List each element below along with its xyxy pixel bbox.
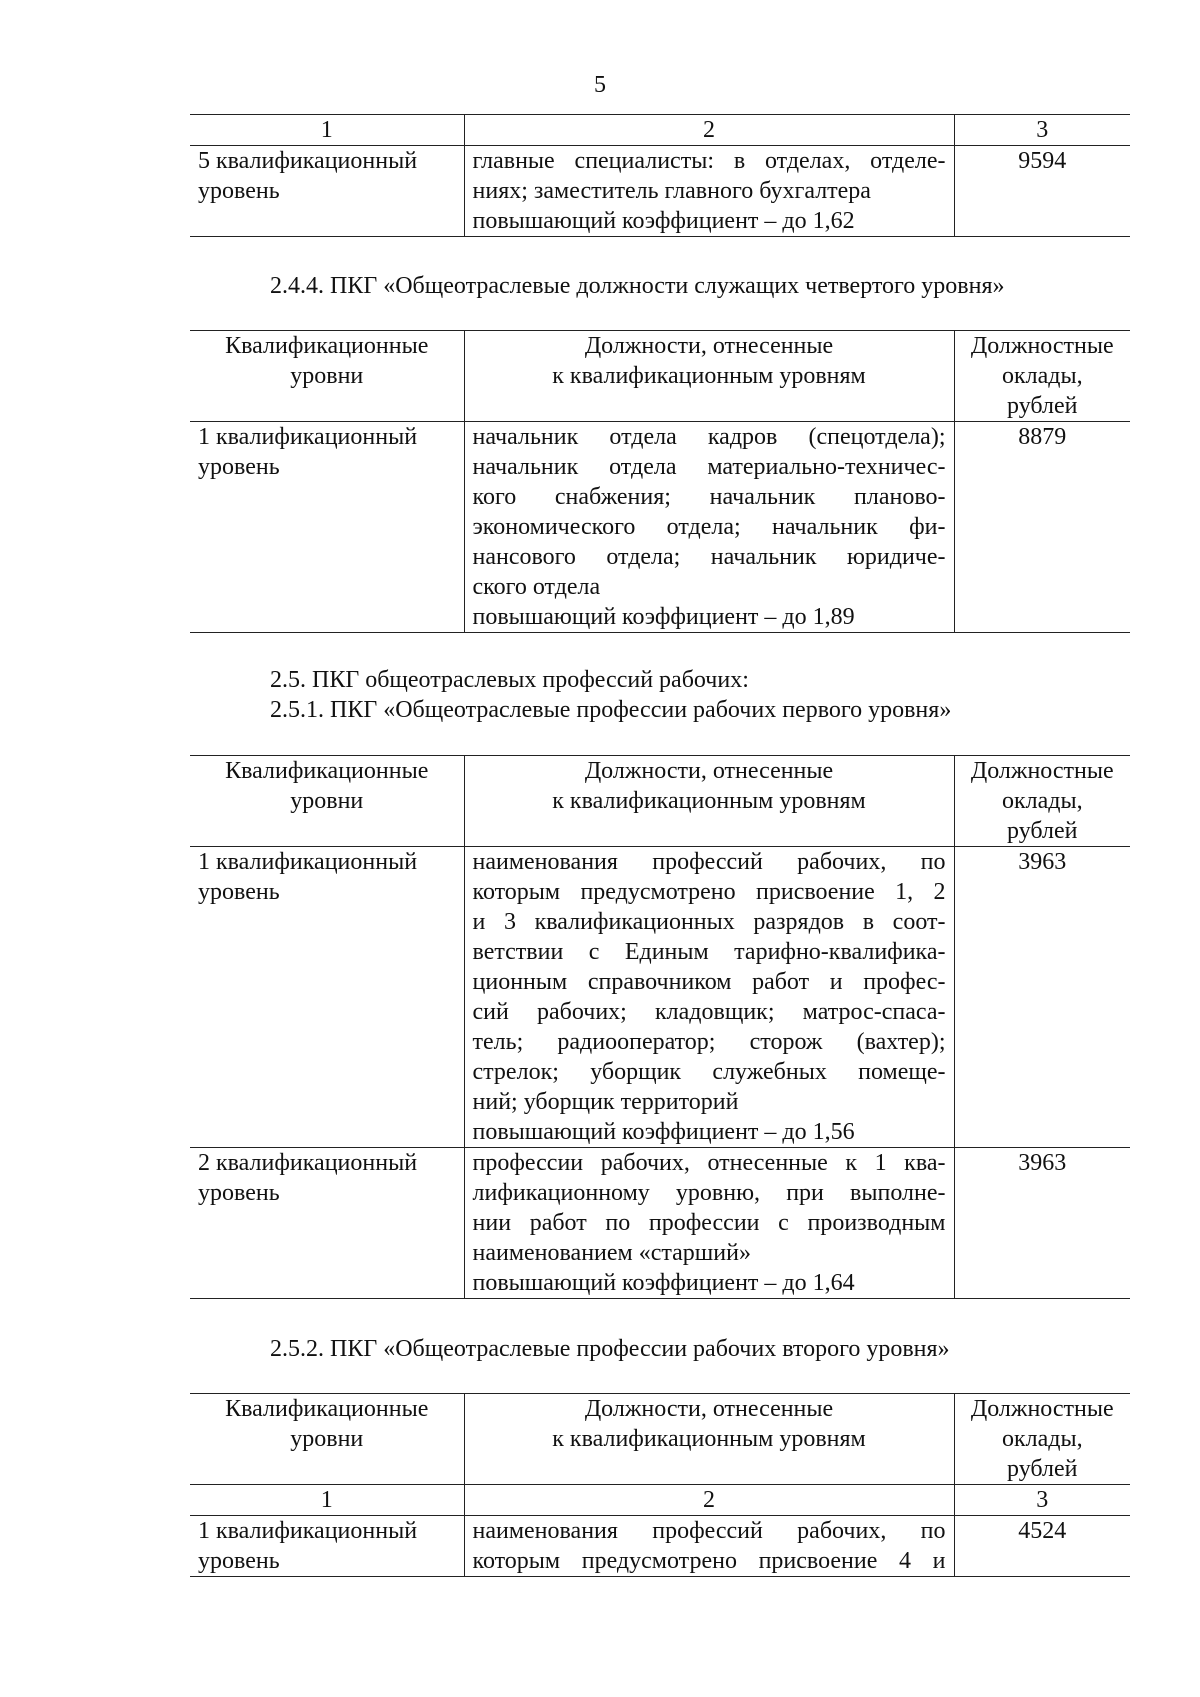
level-line: уровень xyxy=(198,879,280,905)
header-positions xyxy=(464,331,954,422)
header-positions xyxy=(464,756,954,847)
header-text: Должности, отнесенные xyxy=(584,333,834,359)
positions-line: главные специалисты: в отделах, отделе- xyxy=(472,148,946,174)
salary-cell: 9594 xyxy=(954,146,1130,237)
table-2-5-2 xyxy=(190,1393,1130,1577)
header-text: уровни xyxy=(290,788,364,814)
positions-line: повышающий коэффициент – до 1,64 xyxy=(472,1270,855,1296)
column-number-1: 1 xyxy=(190,115,464,146)
table-header-row xyxy=(190,331,1130,422)
header-salary xyxy=(954,756,1130,847)
level-cell xyxy=(190,422,464,633)
positions-line: повышающий коэффициент – до 1,89 xyxy=(472,604,855,630)
positions-line: повышающий коэффициент – до 1,56 xyxy=(472,1119,855,1145)
positions-line: нансового отдела; начальник юридиче- xyxy=(472,544,946,570)
positions-line: наименования профессий рабочих, по xyxy=(472,849,946,875)
table-row xyxy=(190,422,1130,633)
positions-line: повышающий коэффициент – до 1,62 xyxy=(472,208,855,234)
positions-line: ний; уборщик территорий xyxy=(472,1089,739,1115)
positions-cell xyxy=(464,1148,954,1299)
salary-cell: 3963 xyxy=(954,1148,1130,1299)
level-line: уровень xyxy=(198,454,280,480)
header-text: рублей xyxy=(1007,818,1078,844)
header-text: уровни xyxy=(290,1426,364,1452)
header-text: к квалификационным уровням xyxy=(552,1426,866,1452)
table-row xyxy=(190,847,1130,1148)
header-text: Должности, отнесенные xyxy=(584,1396,834,1422)
positions-line: кого снабжения; начальник планово- xyxy=(472,484,946,510)
header-text: рублей xyxy=(1007,1456,1078,1482)
level-cell xyxy=(190,1148,464,1299)
header-text: Должностные xyxy=(970,333,1114,359)
section-heading-2-4-4: 2.4.4. ПКГ «Общеотраслевые должности служащих четвертого уровня» xyxy=(270,273,1005,299)
column-number-row xyxy=(190,1485,1130,1516)
header-text: рублей xyxy=(1007,393,1078,419)
header-text: Должностные xyxy=(970,758,1114,784)
positions-line: наименования профессий рабочих, по xyxy=(472,1518,946,1544)
header-text: Квалификационные xyxy=(225,758,429,784)
positions-line: начальник отдела материально-техничес- xyxy=(472,454,946,480)
positions-line: профессии рабочих, отнесенные к 1 ква- xyxy=(472,1150,946,1176)
level-cell xyxy=(190,146,464,237)
header-text: Должностные xyxy=(970,1396,1114,1422)
column-number-2: 2 xyxy=(464,115,954,146)
salary-cell: 8879 xyxy=(954,422,1130,633)
positions-line: лификационному уровню, при выполне- xyxy=(472,1180,946,1206)
header-text: оклады, xyxy=(1001,363,1083,389)
level-line: уровень xyxy=(198,1180,280,1206)
positions-line: и 3 квалификационных разрядов в соот- xyxy=(472,909,946,935)
positions-line: которым предусмотрено присвоение 4 и xyxy=(472,1548,946,1574)
positions-line: сий рабочих; кладовщик; матрос-спаса- xyxy=(472,999,946,1025)
header-text: к квалификационным уровням xyxy=(552,788,866,814)
level-line: 1 квалификационный xyxy=(198,424,418,450)
header-text: оклады, xyxy=(1001,1426,1083,1452)
table-row xyxy=(190,1516,1130,1577)
section-heading-2-5: 2.5. ПКГ общеотраслевых профессий рабочих: xyxy=(270,667,749,693)
header-level xyxy=(190,331,464,422)
positions-line: ционным справочником работ и профес- xyxy=(472,969,946,995)
positions-line: ского отдела xyxy=(472,574,601,600)
column-number-3: 3 xyxy=(954,1485,1130,1516)
section-heading-2-5-1: 2.5.1. ПКГ «Общеотраслевые профессии рабочих первого уровня» xyxy=(270,697,952,723)
table-header-row xyxy=(190,1394,1130,1485)
header-text: уровни xyxy=(290,363,364,389)
positions-line: стрелок; уборщик служебных помеще- xyxy=(472,1059,946,1085)
positions-cell xyxy=(464,1516,954,1577)
positions-line: тель; радиооператор; сторож (вахтер); xyxy=(472,1029,946,1055)
table-row xyxy=(190,1148,1130,1299)
header-text: Квалификационные xyxy=(225,1396,429,1422)
header-text: Квалификационные xyxy=(225,333,429,359)
header-level xyxy=(190,1394,464,1485)
salary-cell: 3963 xyxy=(954,847,1130,1148)
header-positions xyxy=(464,1394,954,1485)
level-line: уровень xyxy=(198,1548,280,1574)
positions-line: наименованием «старший» xyxy=(472,1240,751,1266)
positions-line: ветствии с Единым тарифно-квалифика- xyxy=(472,939,946,965)
level-line: 2 квалификационный xyxy=(198,1150,418,1176)
positions-cell xyxy=(464,146,954,237)
positions-line: ниях; заместитель главного бухгалтера xyxy=(472,178,871,204)
header-salary xyxy=(954,331,1130,422)
positions-cell xyxy=(464,847,954,1148)
positions-cell xyxy=(464,422,954,633)
salary-cell: 4524 xyxy=(954,1516,1130,1577)
positions-line: экономического отдела; начальник фи- xyxy=(472,514,946,540)
positions-line: начальник отдела кадров (спецотдела); xyxy=(472,424,946,450)
column-number-row xyxy=(190,115,1130,146)
level-line: 5 квалификационный xyxy=(198,148,418,174)
level-line: 1 квалификационный xyxy=(198,1518,418,1544)
table-header-row xyxy=(190,756,1130,847)
header-text: к квалификационным уровням xyxy=(552,363,866,389)
table-continuation xyxy=(190,114,1130,237)
header-level xyxy=(190,756,464,847)
positions-line: нии работ по профессии с производным xyxy=(472,1210,946,1236)
column-number-1: 1 xyxy=(190,1485,464,1516)
page-number: 5 xyxy=(594,72,606,98)
level-line: 1 квалификационный xyxy=(198,849,418,875)
level-line: уровень xyxy=(198,178,280,204)
header-text: оклады, xyxy=(1001,788,1083,814)
level-cell xyxy=(190,1516,464,1577)
column-number-3: 3 xyxy=(954,115,1130,146)
positions-line: которым предусмотрено присвоение 1, 2 xyxy=(472,879,946,905)
table-2-5-1 xyxy=(190,755,1130,1299)
table-2-4-4 xyxy=(190,330,1130,633)
level-cell xyxy=(190,847,464,1148)
section-heading-2-5-2: 2.5.2. ПКГ «Общеотраслевые профессии рабочих второго уровня» xyxy=(270,1336,950,1362)
table-row xyxy=(190,146,1130,237)
header-text: Должности, отнесенные xyxy=(584,758,834,784)
column-number-2: 2 xyxy=(464,1485,954,1516)
header-salary xyxy=(954,1394,1130,1485)
